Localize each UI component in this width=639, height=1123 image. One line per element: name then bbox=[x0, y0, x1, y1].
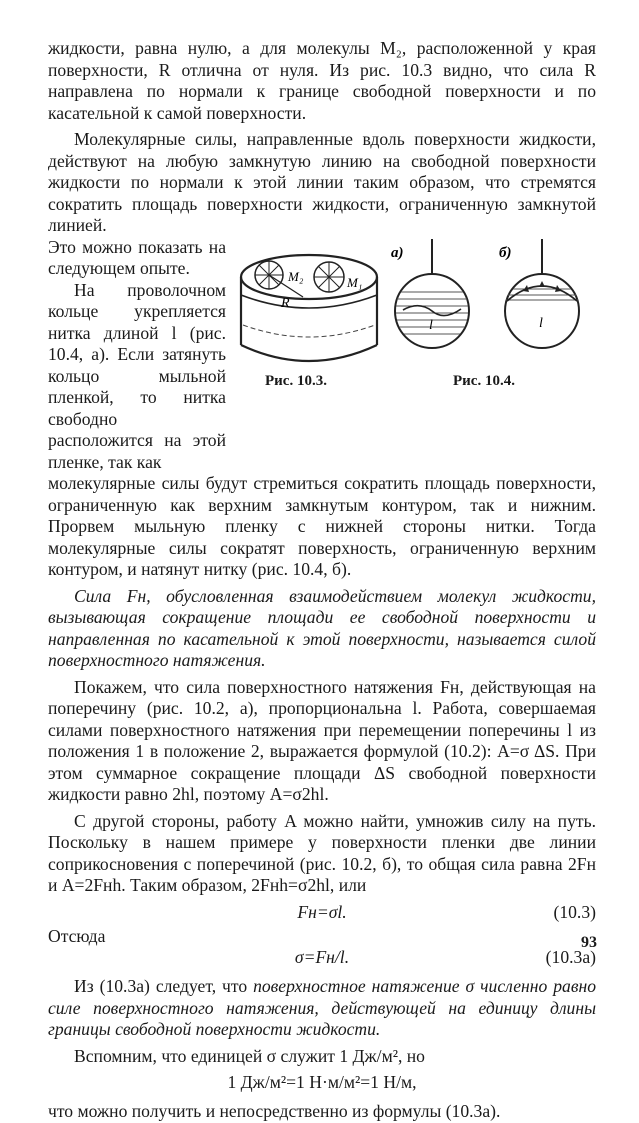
figure-10-4-a bbox=[391, 239, 469, 348]
paragraph-6: С другой стороны, работу A можно найти, умножив силу на путь. Поскольку в нашем примере у поверхности пленки две линии соприкосновения с поперечиной (рис. 10.2, б), то общая сила равна 2Fн и A=2Fнh. Таким образом, 2Fнh=σ2hl, или bbox=[48, 810, 596, 895]
caption-fig-10-3: Рис. 10.3. bbox=[265, 372, 327, 389]
equation-10-3a-text: σ=Fн/l. bbox=[294, 947, 350, 967]
page-number: 93 bbox=[581, 934, 597, 951]
paragraph-8: Вспомним, что единицей σ служит 1 Дж/м², но bbox=[74, 1045, 425, 1066]
equation-10-3a bbox=[48, 947, 596, 971]
paragraph-7-normal: Из (10.3а) следует, что bbox=[74, 976, 254, 996]
caption-fig-10-4: Рис. 10.4. bbox=[453, 372, 515, 389]
equation-units bbox=[48, 1072, 596, 1096]
definition-surface-tension: Сила Fн, обусловленная взаимодействием молекул жидкости, вызывающая сокращение площади ее свободной поверхности и направленная по касательной к этой поверхности, называется силой поверхностного натяжения. bbox=[48, 585, 596, 670]
paragraph-1: жидкости, равна нулю, а для молекулы M₂, расположенной у края поверхности, R отлична от нуля. Из рис. 10.3 видно, что сила R направлена по нормали к границе свободной поверхности и по касательной к самой поверхности. bbox=[48, 38, 596, 123]
equation-10-3a-number: (10.3а) bbox=[545, 947, 596, 967]
paragraph-2: Молекулярные силы, направленные вдоль поверхности жидкости, действуют на любую замкнутую линию на свободной поверхности жидкости по нормали к этой линии таким образом, что стремятся сократить площадь поверхности жидкости, ограниченную замкнутой линией. bbox=[48, 129, 596, 235]
label-r: R bbox=[281, 295, 290, 311]
label-m1: M₁ bbox=[347, 274, 363, 290]
equation-units-text: 1 Дж/м²=1 Н·м/м²=1 Н/м, bbox=[227, 1072, 417, 1092]
label-fig4-a-l: l bbox=[429, 317, 433, 333]
label-fig4-b: б) bbox=[499, 244, 512, 261]
otsyuda-word: Отсюда bbox=[48, 925, 106, 946]
label-fig4-a: а) bbox=[391, 244, 404, 261]
page-content bbox=[48, 38, 596, 1123]
paragraph-9: что можно получить и непосредственно из формулы (10.3а). bbox=[48, 1101, 501, 1121]
paragraph-5: Покажем, что сила поверхностного натяжения Fн, действующая на поперечину (рис. 10.2, a), пропорциональна l. Работа, совершаемая силами поверхностного натяжения при перемещении поперечины l из положения 1 в положение 2, выражается формулой (10.2): A=σ ΔS. При этом суммарное сокращение площади ΔS свободной поверхности жидкости равно 2hl, поэтому A=σ2hl. bbox=[48, 676, 596, 804]
paragraph-4-float: На проволочном кольце укрепляется нитка длиной l (рис. 10.4, a). Если затянуть кольцо мыльной пленкой, то нитка свободно расположится на этой пленке, так как bbox=[48, 279, 226, 472]
paragraph-4-continued: молекулярные силы будут стремиться сократить площадь поверхности, ограниченную как верхним замкнутым контуром, так и нижним. Прорвем мыльную пленку с нижней стороны нитки. Тогда молекулярные силы сократят поверхность, ограниченную верхним контуром, и натянут нитку (рис. 10.4, б). bbox=[48, 473, 596, 579]
equation-10-3-text: Fн=σl. bbox=[297, 901, 347, 922]
figure-10-3-cylinder bbox=[241, 255, 377, 361]
figures-area bbox=[239, 237, 596, 397]
label-fig4-b-l: l bbox=[539, 315, 543, 331]
paragraph-7-italic: поверхностное натяжение σ численно равно силе поверхностного натяжения, действующей на единицу длины границы свободной поверхности жидкости. bbox=[48, 976, 596, 1039]
equation-10-3 bbox=[48, 902, 596, 926]
figure-10-4-b bbox=[499, 239, 579, 348]
experiment-block bbox=[48, 237, 596, 474]
paragraph-7 bbox=[48, 976, 596, 1041]
equation-10-3-number: (10.3) bbox=[553, 901, 596, 922]
label-m2: M₂ bbox=[288, 268, 304, 284]
paragraph-3-float: Это можно показать на следующем опыте. bbox=[48, 236, 226, 278]
